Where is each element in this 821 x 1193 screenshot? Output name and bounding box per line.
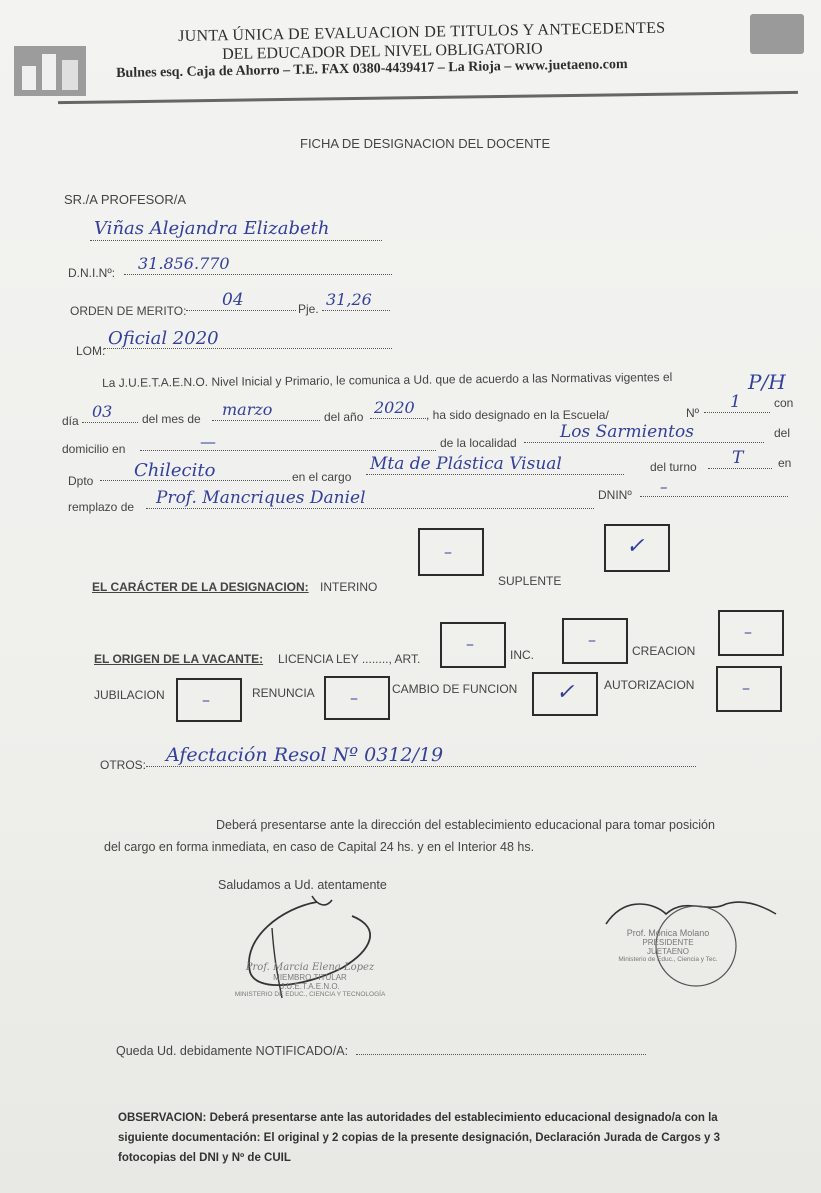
left-stamp-ministry: MINISTERIO DE EDUC., CIENCIA Y TECNOLOGÍA (234, 991, 386, 998)
left-stamp-name: Prof. Marcia Elena Lopez (245, 962, 375, 973)
observacion-label: OBSERVACION: (118, 1112, 207, 1124)
creacion-text: CREACION (632, 644, 696, 658)
saludo: Saludamos a Ud. atentamente (218, 878, 387, 892)
lom-value: Oficial 2020 (108, 328, 219, 349)
cambio-checkbox[interactable] (532, 672, 598, 716)
dni-label: D.N.I.Nº: (68, 266, 116, 280)
right-stamp-name: Prof. Mónica Molano (626, 928, 710, 938)
header-rule (58, 91, 798, 104)
observacion-text1: Deberá presentarse ante las autoridades del establecimiento educacional designado/a con la (209, 1112, 718, 1124)
orden-label: ORDEN DE MERITO: (70, 304, 187, 318)
observacion-text3: fotocopias del DNI y Nº de CUIL (118, 1152, 291, 1164)
localidad-value: Los Sarmientos (560, 422, 694, 442)
suplente-text: SUPLENTE (498, 574, 562, 588)
dnin-line (640, 478, 788, 497)
localidad-label: de la localidad (440, 436, 517, 450)
autorizacion-checkbox[interactable] (716, 666, 782, 712)
left-stamp-role: MIEMBRO TITULAR (273, 973, 347, 982)
right-stamp-org: JUETAENO (646, 947, 690, 956)
dnin-label: DNINº (598, 488, 632, 502)
autorizacion-text: AUTORIZACION (604, 678, 695, 692)
escuela-num-line (704, 392, 770, 413)
closing-line2: del cargo en forma inmediata, en caso de Capital 24 hs. y en el Interior 48 hs. (104, 840, 535, 854)
org-title-line2: DEL EDUCADOR DEL NIVEL OBLIGATORIO (222, 40, 543, 63)
form-title: FICHA DE DESIGNACION DEL DOCENTE (300, 136, 551, 151)
lom-label: LOM: (76, 344, 106, 358)
anio-value: 2020 (374, 398, 415, 417)
dpto-value: Chilecito (134, 460, 216, 481)
domicilio-value: — (200, 432, 216, 451)
corner-emblem (750, 14, 804, 54)
turno-line (708, 448, 772, 469)
caracter-label: EL CARÁCTER DE LA DESIGNACION: (92, 580, 309, 594)
anio-label: del año (324, 410, 364, 424)
creacion-checkbox[interactable] (718, 610, 784, 656)
interino-mark: – (444, 542, 452, 561)
observacion-block (118, 1108, 808, 1168)
otros-label: OTROS: (100, 758, 147, 772)
pje-line (322, 290, 390, 311)
en-text: en (778, 456, 792, 470)
dni-value: 31.856.770 (138, 254, 230, 273)
domicilio-line (140, 432, 436, 451)
turno-value: T (732, 448, 744, 468)
cambio-mark: ✓ (556, 680, 575, 705)
pje-value: 31,26 (326, 290, 372, 309)
dia-line (82, 402, 138, 423)
licencia-mark: – (466, 634, 474, 653)
jubilacion-checkbox[interactable] (176, 678, 242, 722)
remplazo-label: remplazo de (68, 500, 135, 514)
mes-label: del mes de (142, 412, 201, 426)
renuncia-checkbox[interactable] (324, 676, 390, 720)
inc-checkbox[interactable] (562, 618, 628, 664)
juetaeno-logo (14, 46, 86, 96)
autorizacion-mark: – (742, 678, 750, 697)
jubilacion-text: JUBILACION (94, 688, 165, 702)
cargo-label: en el cargo (292, 470, 352, 484)
notificado-line (356, 1040, 646, 1055)
dia-label: día (62, 414, 79, 428)
otros-value: Afectación Resol Nº 0312/19 (166, 744, 444, 766)
origen-label: EL ORIGEN DE LA VACANTE: (94, 652, 264, 666)
licencia-checkbox[interactable] (440, 622, 506, 668)
inc-text: INC. (510, 648, 534, 662)
remplazo-value: Prof. Mancriques Daniel (156, 488, 366, 508)
jubilacion-mark: – (202, 690, 210, 709)
orden-line (186, 290, 296, 311)
left-stamp (230, 962, 390, 998)
suplente-mark: ✓ (626, 534, 645, 559)
notificado-label: Queda Ud. debidamente NOTIFICADO/A: (116, 1044, 349, 1058)
observacion-line1 (118, 1108, 808, 1128)
intro-text: La J.U.E.T.A.E.N.O. Nivel Inicial y Primario, le comunica a Ud. que de acuerdo a las Normativas vigentes el (102, 370, 673, 390)
remplazo-line (146, 488, 594, 509)
cargo-line (366, 454, 624, 475)
turno-label: del turno (650, 460, 697, 474)
escuela-label: , ha sido designado en la Escuela/ (426, 408, 609, 422)
dpto-label: Dpto (68, 474, 94, 488)
con-text: con (774, 396, 794, 410)
cargo-value: Mta de Plástica Visual (370, 454, 562, 474)
dpto-line (100, 460, 290, 481)
creacion-mark: – (744, 622, 752, 641)
dia-value: 03 (92, 402, 113, 421)
escuela-num-label: Nº (686, 406, 700, 420)
teacher-name-line (90, 218, 382, 241)
inc-mark: – (588, 630, 596, 649)
cambio-text: CAMBIO DE FUNCION (392, 682, 518, 696)
mes-value: marzo (222, 400, 273, 419)
renuncia-mark: – (350, 688, 358, 707)
renuncia-text: RENUNCIA (252, 686, 315, 700)
orden-value: 04 (222, 290, 244, 310)
mes-line (212, 400, 320, 421)
pje-label: Pje. (298, 302, 319, 316)
localidad-line (524, 422, 764, 443)
observacion-text2: siguiente documentación: El original y 2 copias de la presente designación, Declaración Jurada de Cargos y 3 (118, 1132, 721, 1144)
right-stamp-ministry: Ministerio de Educ., Ciencia y Tec. (618, 956, 718, 963)
salutation: SR./A PROFESOR/A (64, 192, 187, 207)
interino-checkbox[interactable] (418, 528, 484, 576)
org-title-line1: JUNTA ÚNICA DE EVALUACION DE TITULOS Y ANTECEDENTES (178, 19, 666, 45)
dnin-value: – (660, 478, 668, 496)
right-stamp-role: PRESIDENTE (642, 938, 694, 947)
anio-line (370, 398, 426, 419)
interino-text: INTERINO (320, 580, 378, 594)
del-text: del (774, 426, 791, 440)
licencia-text: LICENCIA LEY ........, ART. (278, 652, 421, 666)
escuela-note: P/H (748, 370, 786, 394)
left-stamp-org: J.U.E.T.A.E.N.O. (280, 982, 340, 991)
lom-line (104, 328, 392, 349)
closing-line1: Deberá presentarse ante la dirección del establecimiento educacional para tomar posición (216, 818, 715, 832)
escuela-num-value: 1 (730, 392, 741, 412)
suplente-checkbox[interactable] (604, 524, 670, 572)
teacher-name: Viñas Alejandra Elizabeth (94, 218, 330, 239)
domicilio-label: domicilio en (62, 442, 126, 456)
dni-line (124, 254, 392, 275)
org-address: Bulnes esq. Caja de Ahorro – T.E. FAX 0380-4439417 – La Rioja – www.juetaeno.com (116, 57, 628, 81)
right-stamp (598, 928, 738, 963)
otros-line (146, 744, 696, 767)
